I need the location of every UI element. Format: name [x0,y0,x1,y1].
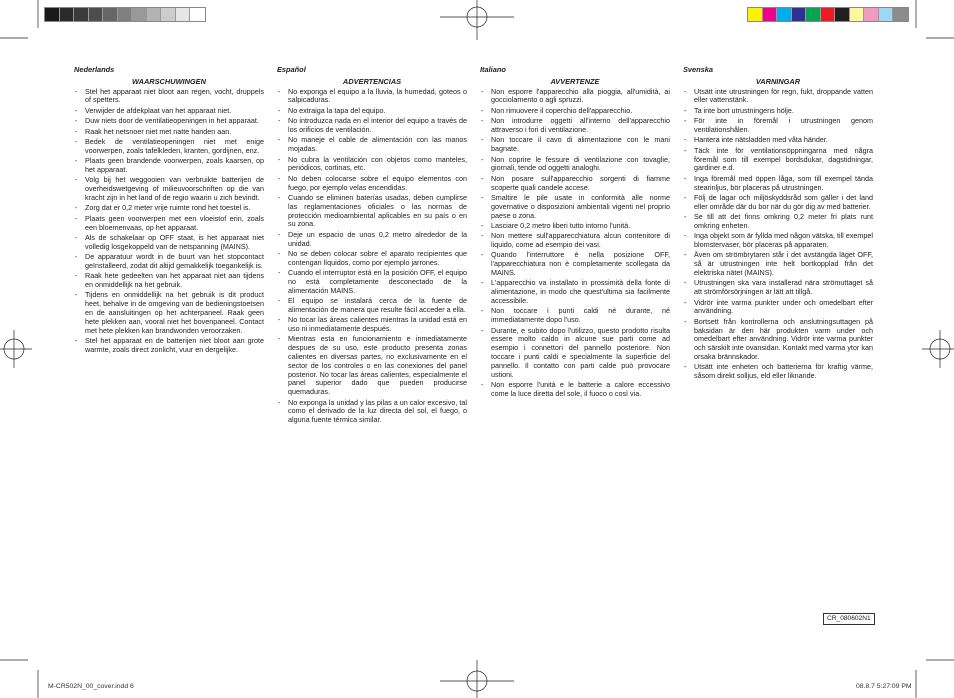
warning-item: - Verwijder de afdekplaat van het apparaat niet. [74,107,264,116]
warning-item: - No exponga el equipo a la lluvia, la humedad, goteos o salpicaduras. [277,88,467,106]
warning-item: - No cubra la ventilación con objetos como manteles, periódicos, cortinas, etc. [277,156,467,174]
warning-list [683,88,873,381]
warning-item: - Utsätt inte enheten och batterierna för kraftig värme, såsom direkt solljus, eld eller liknande. [683,363,873,381]
warning-item: - Raak hete gedeelten van het apparaat niet aan tijdens en onmiddellijk na het gebruik. [74,272,264,290]
warning-item: - Följ de lagar och miljöskyddsråd som gäller i det land eller område där du bor när du gör dig av med batterier. [683,194,873,212]
warning-item: - No se deben colocar sobre el aparato recipientes que contengan líquidos, como por ejemplo jarrones. [277,250,467,268]
color-swatch [864,8,879,21]
column-italiano [480,66,670,400]
warning-item: - Plaats geen voorwerpen met een vloeistof erin, zoals een bloemenvaas, op het apparaat. [74,215,264,233]
warning-item: - L'apparecchio va installato in prossimità della fonte di alimentazione, in modo che quest'ultima sia facilmente accessibile. [480,279,670,305]
warning-item: - No exponga la unidad y las pilas a un calor excesivo, tal como el derivado de la luz directa del sol, el fuego, o alguna fuente térmica similar. [277,399,467,425]
footer-timestamp: 08.8.7 5:27:09 PM [856,683,912,690]
language-title: Svenska [683,65,713,74]
color-swatch [74,8,89,21]
warning-item: - Non rimuovere il coperchio dell'apparecchio. [480,107,670,116]
warning-list [74,88,264,355]
warning-item: - Raak het netsnoer niet met natte handen aan. [74,128,264,137]
warning-item: - Utrustningen ska vara installerad nära strömuttaget så att strömförsörjningen är lätt att tillgå. [683,279,873,297]
warning-item: - Zorg dat er 0,2 meter vrije ruimte rond het toestel is. [74,204,264,213]
warning-item: - No deben colocarse sobre el equipo elementos con fuego, por ejemplo velas encendidas. [277,175,467,193]
color-swatch [45,8,60,21]
warning-item: - Cuando el interruptor está en la posición OFF, el equipo no está completamente desconectado de la alimentación MAINS. [277,269,467,295]
warning-item: - Mientras esta en funcionamiento e inmediatamente despues de su uso, este producto presenta zonas calientes en diversas partes, no exclusivamente en el sector de los controles o en las conexiones del panel posterior. No tocar las áreas calientes, especialmente el panel superior dado que pueden producirse quemaduras. [277,335,467,397]
warning-item: - Non esporre l'apparecchio alla pioggia, all'umidità, ai gocciolamento o agli spruzzi. [480,88,670,106]
warning-item: - Quando l'interruttore è nella posizione OFF, l'apparecchiatura non è completamente scollegata da MAINS. [480,251,670,277]
warning-item: - Stel het apparaat en de batterijen niet bloot aan grote warmte, zoals direct zonlicht, vuur en dergelijke. [74,337,264,355]
warning-item: - Stel het apparaat niet bloot aan regen, vocht, druppels of spetters. [74,88,264,106]
warning-item: - Plaats geen brandende voorwerpen, zoals kaarsen, op het apparaat. [74,157,264,175]
warning-item: - Ta inte bort utrustningens hölje. [683,107,873,116]
warning-item: - Non esporre l'unità e le batterie a calore eccessivo come la luce diretta del sole, il fuoco o così via. [480,381,670,399]
color-swatch [777,8,792,21]
warning-item: - Hantera inte nätsladden med våta händer. [683,136,873,145]
color-swatch [103,8,118,21]
warnings-heading: AVVERTENZE [550,76,600,86]
color-calibration-bar [747,7,909,22]
document-code: CR_080602N1 [823,613,875,625]
color-swatch [60,8,75,21]
gray-calibration-bar [44,7,206,22]
warning-item: - No maneje el cable de alimentación con las manos mojadas. [277,136,467,154]
warning-item: - De apparatuur wordt in de buurt van het stopcontact geïnstalleerd, zodat dit altijd gemakkelijk toegankelijk is. [74,253,264,271]
color-swatch [879,8,894,21]
warning-list [480,88,670,399]
warning-item: - Non posare sull'apparecchio sorgenti di fiamme scoperte quali candele accese. [480,175,670,193]
color-swatch [161,8,176,21]
column-svenska [683,66,873,383]
color-swatch [748,8,763,21]
warning-item: - Täck inte för ventilationsöppningarna med några föremål som till exempel bordsdukar, dagstidningar, gardiner e.d. [683,147,873,173]
warning-item: - Tijdens en onmiddellijk na het gebruik is dit product heet, behalve in de omgeving van de bedieningstoetsen en de aansluitingen op het achterpaneel. Raak geen hete plekken aan, vooral niet het bovenpaneel. Contact met hete plekken kan brandwonden veroorzaken. [74,291,264,335]
footer-filename: M-CR502N_00_cover.indd 6 [48,683,134,690]
warning-item: - Non toccare il cavo di alimentazione con le mani bagnate. [480,136,670,154]
warning-item: - Lasciare 0,2 metro liberi tutto intorno l'unità. [480,222,670,231]
warning-item: - Utsätt inte utrustningen för regn, fukt, droppande vatten eller vattenstänk. [683,88,873,106]
language-title: Español [277,65,306,74]
warning-item: - Vidrör inte varma punkter under och omedelbart efter användning. [683,299,873,317]
warning-item: - Non introdurre oggetti all'interno dell'apparecchio attraverso i fori di ventilazione. [480,117,670,135]
color-swatch [118,8,133,21]
warning-item: - För inte in föremål i utrustningen genom ventilationshålen. [683,117,873,135]
warning-item: - No introduzca nada en el interior del equipo a través de los orificios de ventilación. [277,117,467,135]
color-swatch [763,8,778,21]
column-nederlands [74,66,264,356]
warning-item: - El equipo se instalará cerca de la fuente de alimentación de manera que resulte fácil acceder a ella. [277,297,467,315]
warnings-heading: VARNINGAR [755,76,801,86]
warning-item: - Bortsett från kontrollerna och anslutningsuttagen på baksidan är den här produkten varm under och omedelbart efter användning. Vidrör inte varma punkter och särskilt inte ovansidan. Kontakt med varma ytor kan orsaka brännskador. [683,318,873,362]
warning-item: - Durante, e subito dopo l'utilizzo, questo prodotto risulta essere molto caldo in alcune sue parti come ad esempio i connettori del pannello posteriore. Non toccare i punti caldi e specialmente la superficie del pannello. Il contatto con parti calde può provocare ustioni. [480,327,670,380]
language-title: Nederlands [74,65,115,74]
warning-item: - Non mettere sull'apparecchiatura alcun contenitore di liquido, come ad esempio dei vasi. [480,232,670,250]
warning-item: - Även om strömbrytaren står i det avstängda läget OFF, så är utrustningen inte helt bortkopplad från det elektriska nätet (MAINS). [683,251,873,277]
warning-item: - Cuando se eliminen baterías usadas, deben cumplirse las reglamentaciones oficiales o las normas de protección medioambiental aplicables en su país o en su zona. [277,194,467,229]
color-swatch [147,8,162,21]
warning-item: - No extraiga la tapa del equipo. [277,107,467,116]
warning-item: - Non coprire le fessure di ventilazione con tovaglie, giornali, tende od oggetti analoghi. [480,156,670,174]
warnings-heading: ADVERTENCIAS [342,76,402,86]
color-swatch [850,8,865,21]
warning-item: - Inga objekt som är fyllda med någon vätska, till exempel blomstervaser, bör placeras på apparaten. [683,232,873,250]
color-swatch [176,8,191,21]
column-espanol [277,66,467,427]
color-swatch [821,8,836,21]
warnings-heading: WAARSCHUWINGEN [132,76,206,86]
warning-item: - No tocar las áreas calientes mientras la unidad está en uso ni inmediatamente después. [277,316,467,334]
warning-item: - Inga föremål med öppen låga, som till exempel tända stearinljus, bör placeras på utrustningen. [683,175,873,193]
warning-list [277,88,467,425]
warning-item: - Non toccare i punti caldi né durante, né immediatamente dopo l'uso. [480,307,670,325]
language-title: Italiano [480,65,506,74]
color-swatch [132,8,147,21]
warning-item: - Bedek de ventilatieopeningen niet met enige voorwerpen, zoals tafelkleden, kranten, gordijnen, enz. [74,138,264,156]
color-swatch [835,8,850,21]
color-swatch [89,8,104,21]
color-swatch [806,8,821,21]
color-swatch [792,8,807,21]
color-swatch [893,8,908,21]
warning-item: - Als de schakelaar op OFF staat, is het apparaat niet volledig losgekoppeld van de netspanning (MAINS). [74,234,264,252]
warning-item: - Duw niets door de ventilatieopeningen in het apparaat. [74,117,264,126]
warning-item: - Volg bij het weggooien van verbruikte batterijen de overheidswetgeving of milieuvoorschriften op die van kracht zijn in het land of de regio waarin u zich bevindt. [74,176,264,202]
warning-item: - Smaltire le pile usate in conformità alle norme governative o disposizioni ambientali vigenti nel proprio paese o zona. [480,194,670,220]
color-swatch [190,8,205,21]
warning-item: - Deje un espacio de unos 0,2 metro alrededor de la unidad. [277,231,467,249]
warning-item: - Se till att det finns omkring 0,2 meter fri plats runt omkring enheten. [683,213,873,231]
